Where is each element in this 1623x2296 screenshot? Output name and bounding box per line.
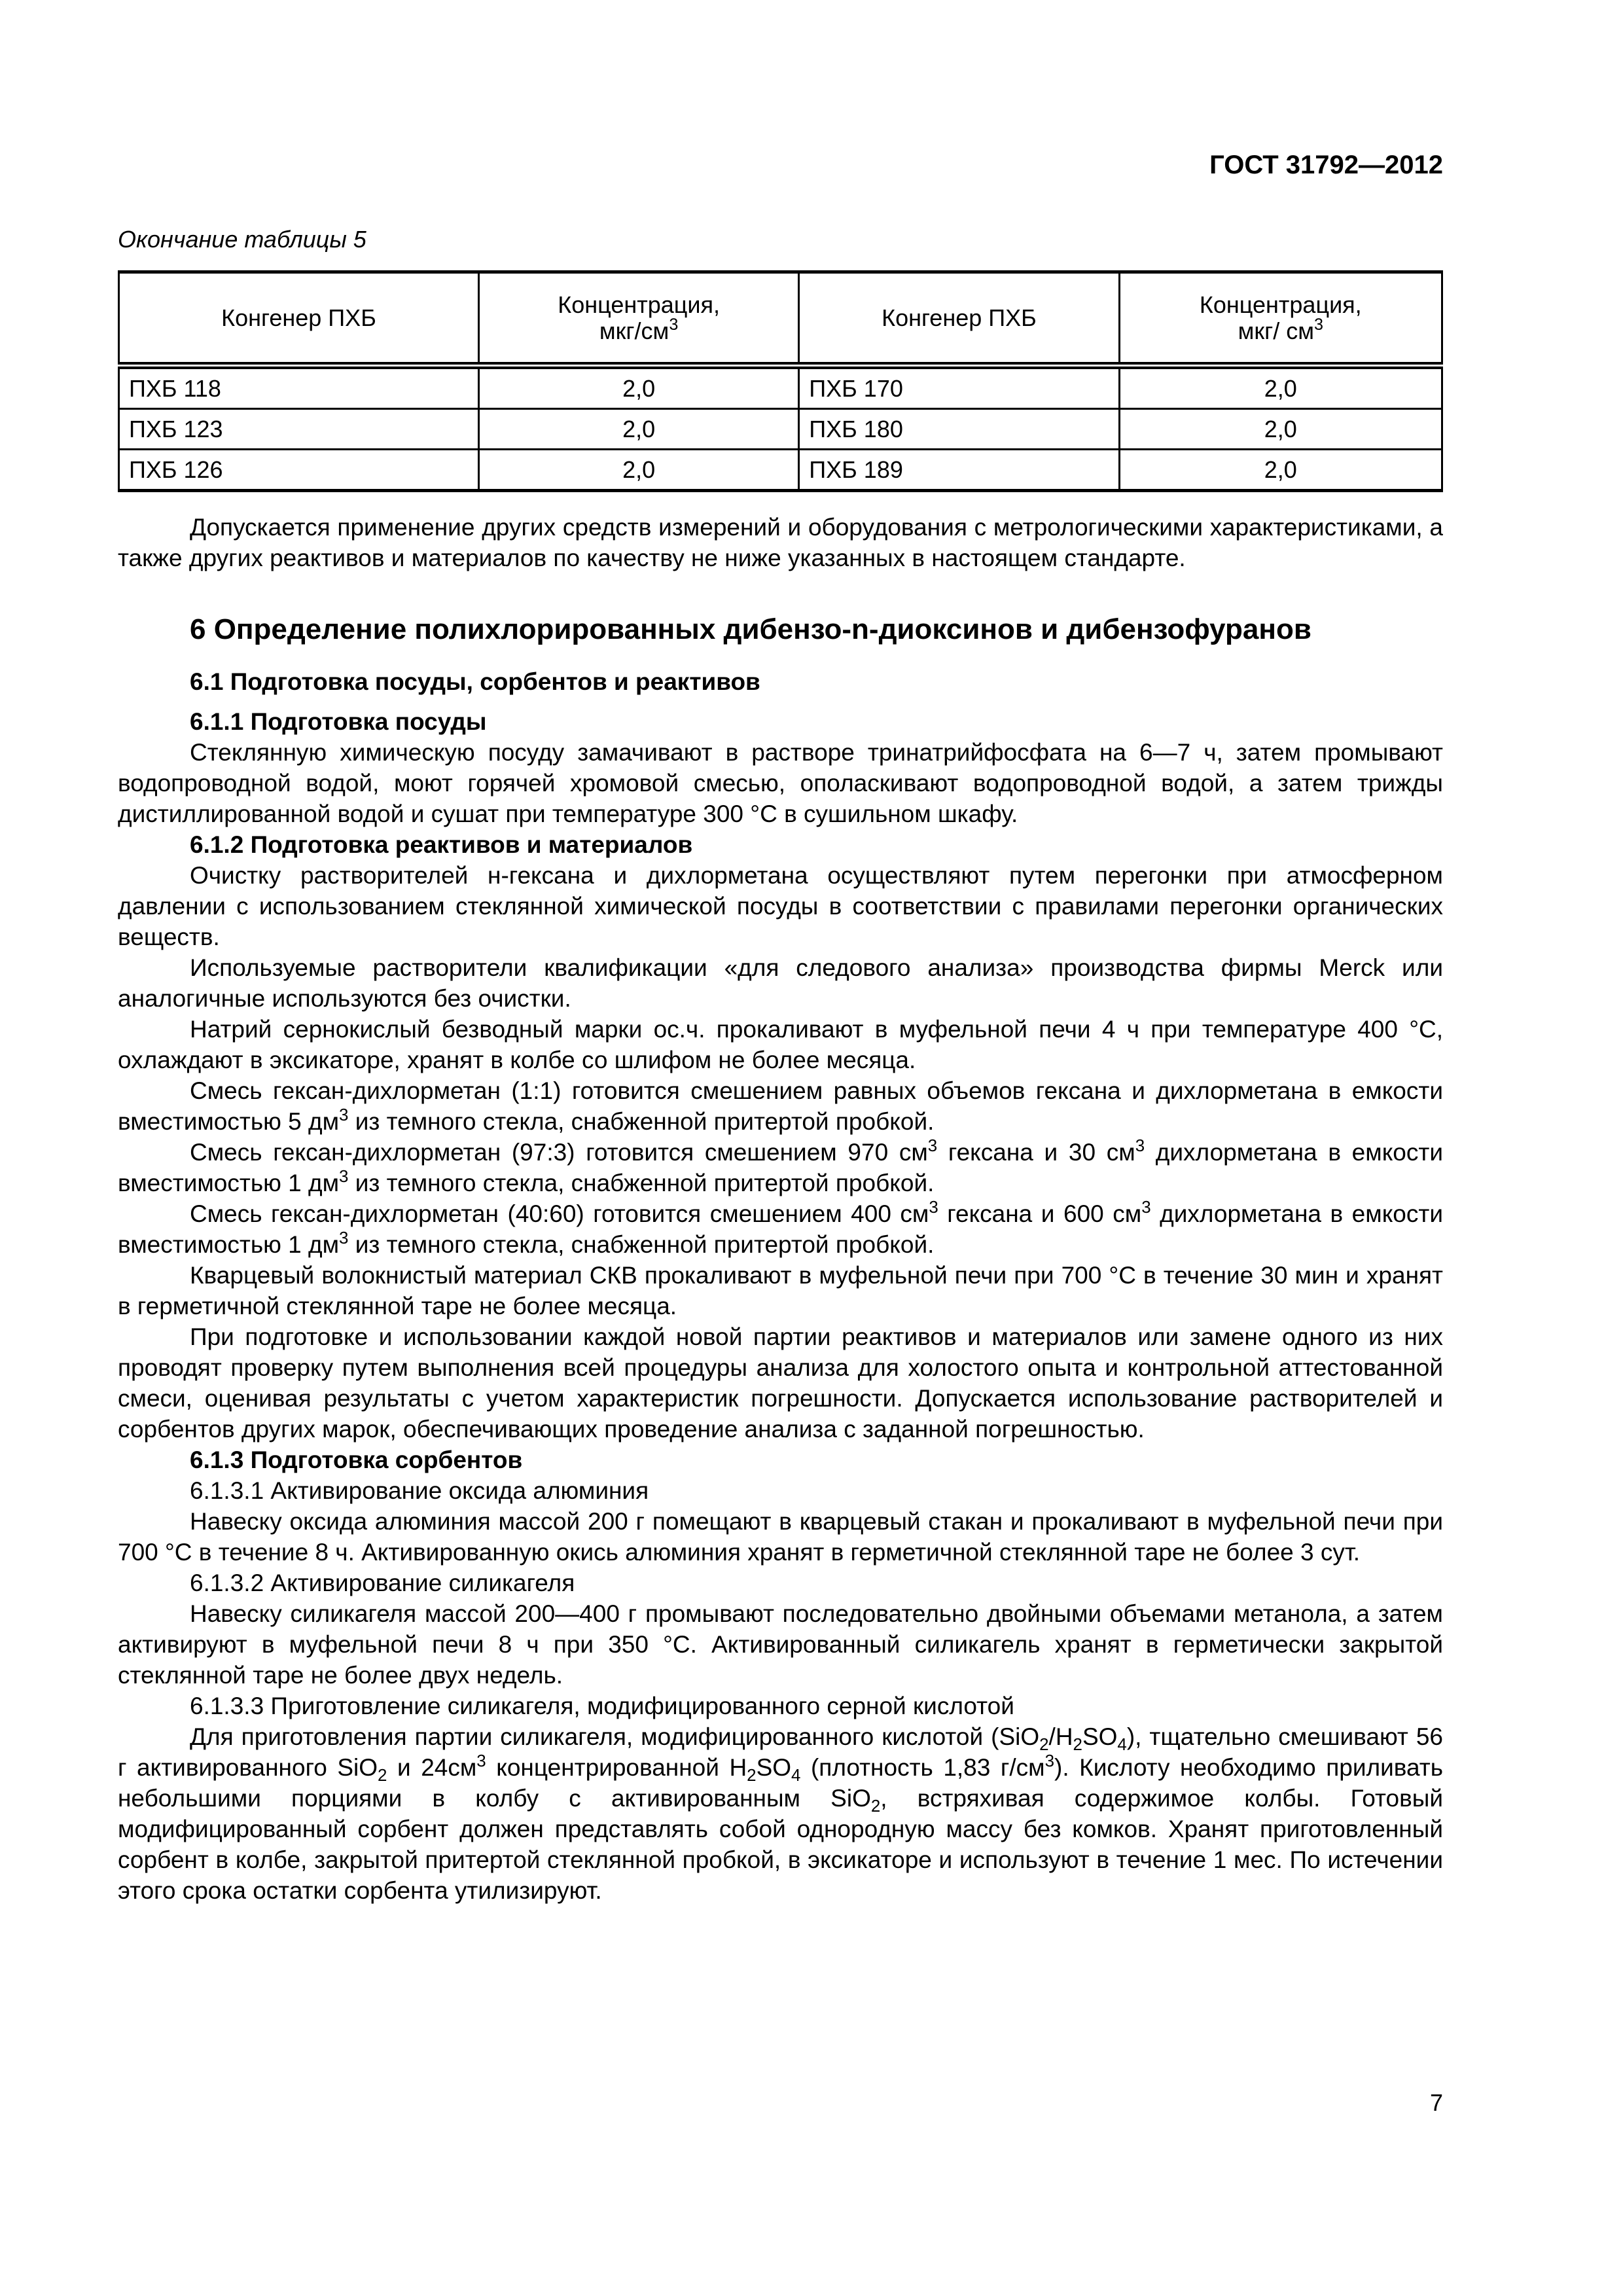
- supscript: 3: [927, 1136, 938, 1155]
- concentration-cell: 2,0: [478, 450, 798, 491]
- text-run: 6.1.3.2 Активирование силикагеля: [190, 1570, 575, 1596]
- supscript: 3: [929, 1198, 938, 1217]
- supscript: 3: [339, 1229, 349, 1247]
- header-label: Концентрация,: [1199, 291, 1362, 318]
- paragraph: [118, 1198, 1443, 1260]
- paragraph: [118, 512, 1443, 573]
- congener-cell: ПХБ 180: [799, 409, 1119, 450]
- text-run: При подготовке и использовании каждой новой партии реактивов и материалов или замене одного из них проводят проверку путем выполнения всей процедуры анализа для холостого опыта и контрольной аттестованной смеси, оценивая результаты с учетом характеристик погрешности. Допускается использование растворителей и сорбентов других марок, обеспечивающих проведение анализа с заданной погрешностью.: [118, 1323, 1443, 1443]
- table-row: [119, 409, 1442, 450]
- supscript: 3: [1135, 1136, 1145, 1155]
- concentration-cell: 2,0: [1119, 450, 1442, 491]
- congener-cell: ПХБ 118: [119, 366, 479, 409]
- congener-cell: ПХБ 170: [799, 366, 1119, 409]
- text-run: из темного стекла, снабженной притертой пробкой.: [348, 1108, 935, 1135]
- table-header-row: [119, 272, 1442, 366]
- paragraph: [118, 1691, 1443, 1721]
- text-run: , встряхивая содержимое колбы. Готовый модифицированный сорбент должен представлять собой однородную массу без комков. Хранят приготовленный сорбент в колбе, закрытой притертой стеклянной пробкой, в эксикаторе и используют в течение 1 мес. По истечении этого срока остатки сорбента утилизируют.: [118, 1785, 1443, 1904]
- text-run: SO: [1082, 1723, 1118, 1750]
- supscript: 3: [1141, 1198, 1151, 1217]
- text-run: Навеску оксида алюминия массой 200 г помещают в кварцевый стакан и прокаливают в муфельной печи при 700 °С в течение 8 ч. Активированную окись алюминия хранят в герметичной стеклянной таре не более 3 сут.: [118, 1508, 1443, 1566]
- text-run: Используемые растворители квалификации «для следового анализа» производства фирмы Merck или аналогичные используются без очистки.: [118, 954, 1443, 1012]
- table-caption: Окончание таблицы 5: [118, 226, 366, 253]
- text-run: ), тщательно смешивают 56 г активированного SiO: [118, 1723, 1444, 1781]
- text-run: Стеклянную химическую посуду замачивают в растворе тринатрийфосфата на 6—7 ч, затем промывают водопроводной водой, моют горячей хромовой смесью, ополаскивают водопроводной водой, а затем трижды дистиллированной водой и сушат при температуре 300 °С в сушильном шкафу.: [118, 739, 1443, 827]
- header-unit: мкг/см: [599, 317, 669, 344]
- text-run: Смесь гексан-дихлорметан (1:1) готовится смешением равных объемов гексана и дихлорметана в емкости вместимостью 5 дм: [118, 1077, 1443, 1135]
- text-run: 6.1.3.1 Активирование оксида алюминия: [190, 1477, 649, 1504]
- text-run: гексана и 30 см: [937, 1139, 1135, 1166]
- header-unit-sup: 3: [669, 315, 679, 334]
- concentration-cell: 2,0: [1119, 409, 1442, 450]
- congener-cell: ПХБ 126: [119, 450, 479, 491]
- text-run: и 24см: [387, 1754, 477, 1781]
- text-run: Навеску силикагеля массой 200—400 г промывают последовательно двойными объемами метанола, а затем активируют в муфельной печи 8 ч при 350 °С. Активированный силикагель хранят в герметически закрытой стеклянной таре не более двух недель.: [118, 1600, 1443, 1689]
- subscript: 2: [1073, 1735, 1082, 1754]
- text-run: из темного стекла, снабженной притертой пробкой.: [348, 1170, 935, 1196]
- header-label: Конгенер ПХБ: [221, 304, 376, 331]
- document-body: [118, 512, 1443, 1906]
- paragraph: [118, 1137, 1443, 1198]
- subscript: 4: [791, 1766, 801, 1785]
- subsubsection-heading: [118, 1444, 1443, 1475]
- header-unit: мкг/ см: [1238, 317, 1314, 344]
- subscript: 4: [1117, 1735, 1127, 1754]
- paragraph: [118, 1260, 1443, 1321]
- text-run: SO: [756, 1754, 792, 1781]
- table-row: [119, 450, 1442, 491]
- text-run: Допускается применение других средств измерений и оборудования с метрологическими характеристиками, а также других реактивов и материалов по качеству не ниже указанных в настоящем стандарте.: [118, 514, 1443, 571]
- text-run: 6.1.2 Подготовка реактивов и материалов: [190, 831, 693, 858]
- subscript: 2: [378, 1766, 387, 1785]
- text-run: 6.1.3 Подготовка сорбентов: [190, 1446, 523, 1473]
- text-run: /H: [1048, 1723, 1073, 1750]
- supscript: 3: [1044, 1751, 1054, 1770]
- paragraph: [118, 1075, 1443, 1137]
- header-label: Концентрация,: [558, 291, 720, 318]
- paragraph: [118, 1721, 1443, 1906]
- subsubsection-heading: [118, 829, 1443, 860]
- paragraph: [118, 952, 1443, 1014]
- paragraph: [118, 1014, 1443, 1075]
- text-run: Смесь гексан-дихлорметан (40:60) готовится смешением 400 см: [190, 1200, 929, 1227]
- text-run: Очистку растворителей н-гексана и дихлорметана осуществляют путем перегонки при атмосферном давлении с использованием стеклянной химической посуды в соответствии с правилами перегонки органических веществ.: [118, 862, 1443, 950]
- subscript: 2: [1039, 1735, 1049, 1754]
- header-label: Конгенер ПХБ: [882, 304, 1037, 331]
- supscript: 3: [339, 1105, 349, 1124]
- supscript: 3: [476, 1751, 486, 1770]
- concentration-cell: 2,0: [478, 409, 798, 450]
- text-run: Для приготовления партии силикагеля, модифицированного кислотой (SiO: [190, 1723, 1040, 1750]
- subscript: 2: [747, 1766, 757, 1785]
- table-5: [118, 270, 1443, 492]
- paragraph: [118, 737, 1443, 829]
- text-run: дихлорметана в емкости вместимостью 1 дм: [118, 1139, 1443, 1196]
- text-run: концентрированной H: [486, 1754, 747, 1781]
- header-congener-2: [799, 272, 1119, 366]
- paragraph: [118, 1321, 1443, 1444]
- header-concentration-2: [1119, 272, 1442, 366]
- congener-cell: ПХБ 123: [119, 409, 479, 450]
- text-run: 6.1.1 Подготовка посуды: [190, 708, 487, 735]
- table-row: [119, 366, 1442, 409]
- header-concentration-1: [478, 272, 798, 366]
- paragraph: [118, 860, 1443, 952]
- concentration-cell: 2,0: [1119, 366, 1442, 409]
- header-congener-1: [119, 272, 479, 366]
- text-run: дихлорметана в емкости вместимостью 1 дм: [118, 1200, 1443, 1258]
- document-code: ГОСТ 31792—2012: [1209, 151, 1443, 179]
- text-run: Натрий сернокислый безводный марки ос.ч. прокаливают в муфельной печи 4 ч при температуре 400 °С, охлаждают в эксикаторе, хранят в колбе со шлифом не более месяца.: [118, 1016, 1443, 1073]
- header-unit-sup: 3: [1313, 315, 1323, 334]
- text-run: 6.1 Подготовка посуды, сорбентов и реактивов: [190, 668, 760, 695]
- text-run: Смесь гексан-дихлорметан (97:3) готовится смешением 970 см: [190, 1139, 928, 1166]
- text-run: 6.1.3.3 Приготовление силикагеля, модифицированного серной кислотой: [190, 1693, 1014, 1719]
- supscript: 3: [339, 1167, 349, 1186]
- subscript: 2: [870, 1797, 881, 1816]
- paragraph: [118, 1568, 1443, 1598]
- text-run: ). Кислоту необходимо приливать небольшими порциями в колбу с активированным SiO: [118, 1754, 1443, 1812]
- text-run: гексана и 600 см: [938, 1200, 1142, 1227]
- paragraph: [118, 1506, 1443, 1568]
- text-run: (плотность 1,83 г/см: [800, 1754, 1045, 1781]
- concentration-cell: 2,0: [478, 366, 798, 409]
- section-heading: [190, 611, 1443, 648]
- page-number: 7: [1429, 2089, 1443, 2116]
- text-run: 6 Определение полихлорированных дибензо-n-диоксинов и дибензофуранов: [190, 613, 1311, 645]
- paragraph: [118, 1598, 1443, 1691]
- subsection-heading: [190, 666, 1443, 697]
- congener-cell: ПХБ 189: [799, 450, 1119, 491]
- subsubsection-heading: [118, 706, 1443, 737]
- text-run: из темного стекла, снабженной притертой пробкой.: [348, 1231, 935, 1258]
- text-run: Кварцевый волокнистый материал СКВ прокаливают в муфельной печи при 700 °С в течение 30 мин и хранят в герметичной стеклянной таре не более месяца.: [118, 1262, 1443, 1319]
- paragraph: [118, 1475, 1443, 1506]
